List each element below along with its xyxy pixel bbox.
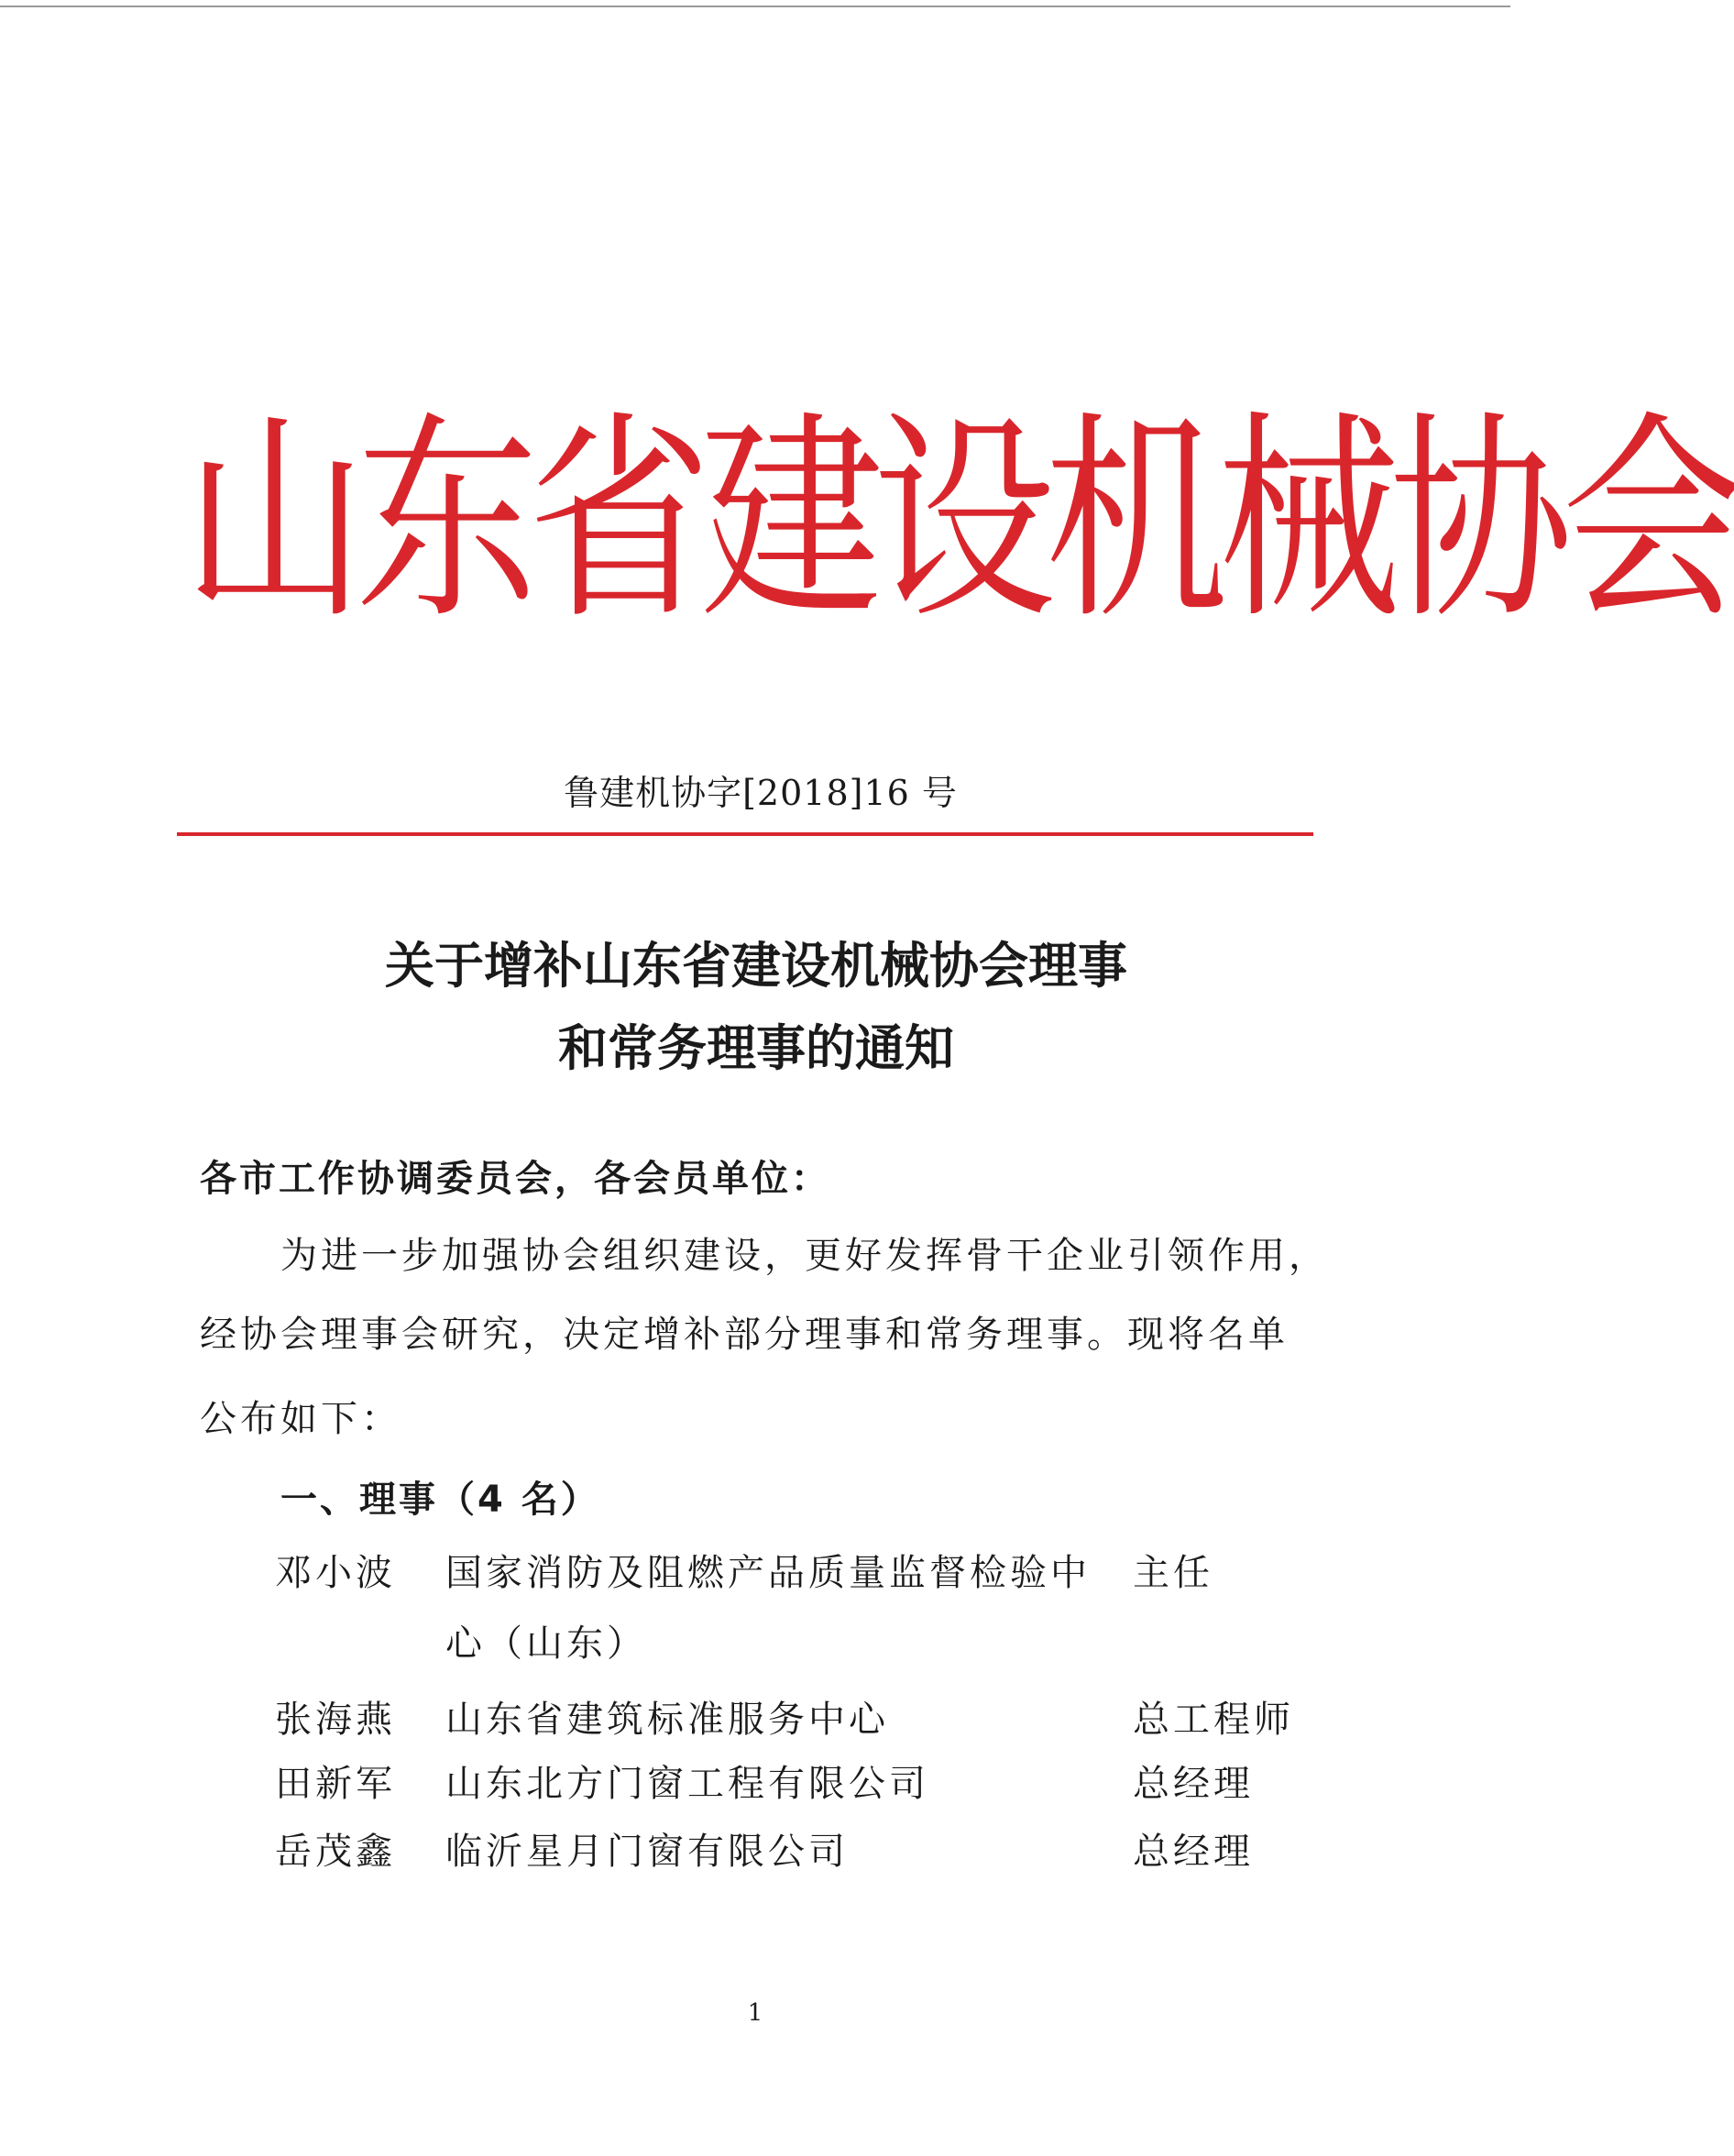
member-row [0, 1547, 1510, 1602]
member-name: 邓小波 [275, 1552, 396, 1594]
member-organization-continued: 心（山东） [445, 1622, 647, 1665]
member-title: 总工程师 [1133, 1699, 1294, 1741]
paragraph-line-3: 公布如下： [200, 1398, 401, 1440]
member-organization: 临沂星月门窗有限公司 [445, 1831, 849, 1873]
notice-title-line-2: 和常务理事的通知 [558, 1019, 954, 1077]
paragraph-line-2: 经协会理事会研究，决定增补部分理事和常务理事。现将名单 [200, 1314, 1289, 1356]
member-name: 岳茂鑫 [275, 1831, 396, 1873]
organization-header: 山东省建设机械协会 [183, 392, 1734, 650]
page-number: 1 [747, 1999, 763, 2027]
notice-title-line-1: 关于增补山东省建设机械协会理事 [385, 937, 1127, 995]
member-row [0, 1826, 1510, 1881]
member-name: 田新军 [275, 1763, 396, 1805]
member-row-continuation [0, 1618, 1510, 1673]
member-organization: 国家消防及阻燃产品质量监督检验中 [445, 1552, 1091, 1594]
member-row [0, 1694, 1510, 1749]
member-organization: 山东省建筑标准服务中心 [445, 1699, 889, 1741]
scan-top-edge-line [0, 6, 1510, 7]
member-title: 主任 [1133, 1552, 1213, 1594]
red-divider-line [177, 832, 1313, 836]
member-row [0, 1758, 1510, 1813]
member-organization: 山东北方门窗工程有限公司 [445, 1763, 929, 1805]
member-name: 张海燕 [275, 1699, 396, 1741]
section-heading: 一、理事（4 名） [280, 1479, 600, 1521]
document-number: 鲁建机协字[2018]16 号 [564, 773, 958, 813]
salutation: 各市工作协调委员会，各会员单位： [200, 1158, 830, 1200]
member-title: 总经理 [1133, 1831, 1254, 1873]
member-title: 总经理 [1133, 1763, 1254, 1805]
paragraph-line-1: 为进一步加强协会组织建设，更好发挥骨干企业引领作用， [280, 1235, 1329, 1277]
